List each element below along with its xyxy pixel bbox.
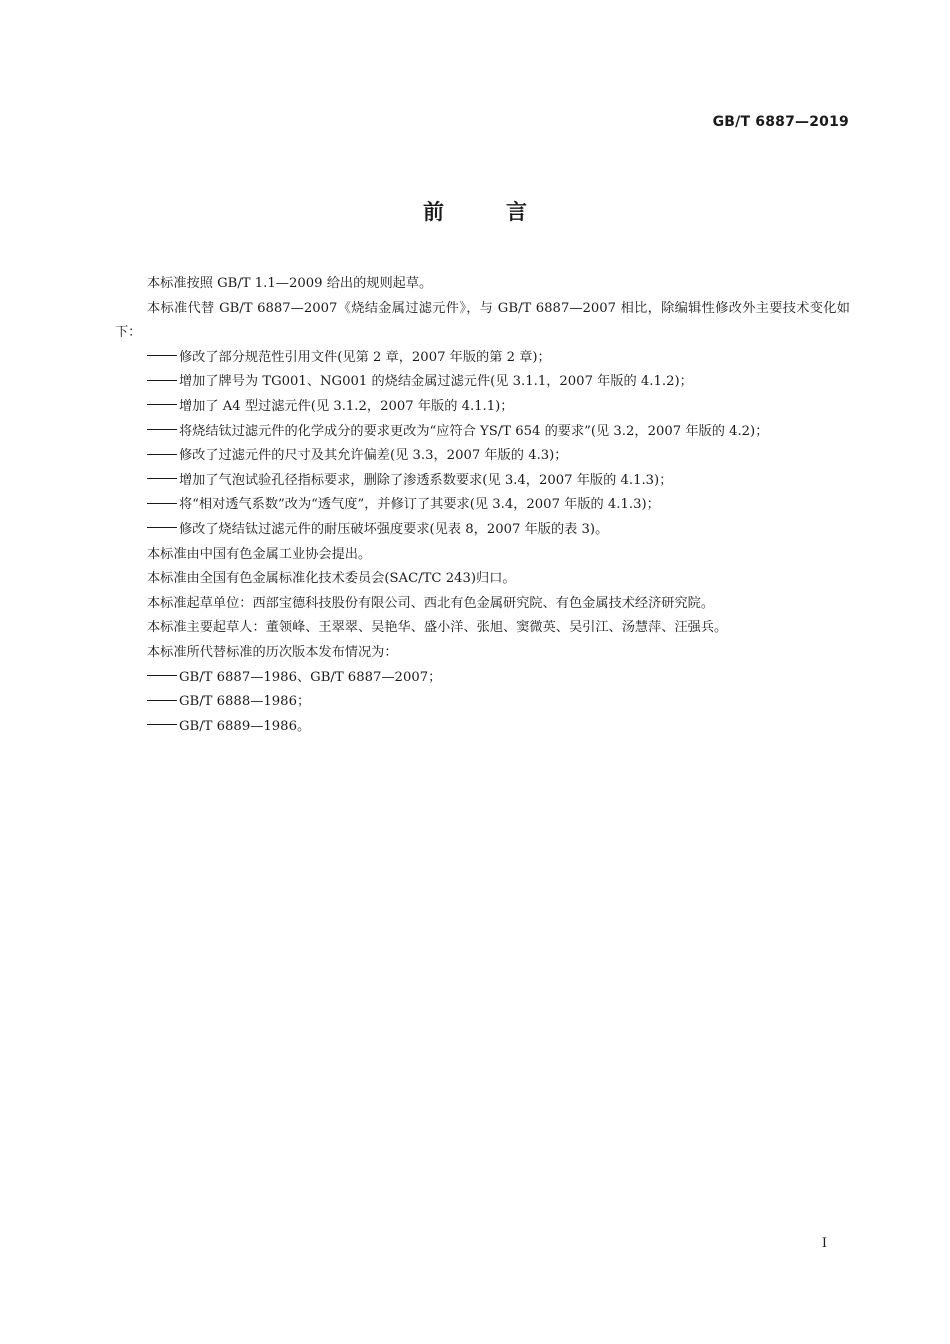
title-char-2: 言 [506, 200, 527, 224]
document-body [115, 272, 850, 739]
list-item-text: 增加了气泡试验孔径指标要求，删除了渗透系数要求(见 3.4，2007 年版的 4.1.3)； [179, 472, 673, 488]
dash-marker [147, 666, 179, 691]
paragraph-drafting-units: 本标准起草单位：西部宝德科技股份有限公司、西北有色金属研究院、有色金属技术经济研究院。 [147, 595, 715, 611]
list-item [115, 690, 850, 715]
list-item-text: 将“相对透气系数”改为“透气度”，并修订了其要求(见 3.4，2007 年版的 4.1.3)； [179, 497, 660, 513]
standard-code: GB/T 6887—2019 [712, 114, 849, 130]
paragraph-committee: 本标准由全国有色金属标准化技术委员会(SAC/TC 243)归口。 [147, 571, 516, 587]
list-item-text: 修改了过滤元件的尺寸及其允许偏差(见 3.3，2007 年版的 4.3)； [179, 448, 568, 464]
dash-marker [147, 444, 179, 469]
dash-marker [147, 420, 179, 445]
dash-marker [147, 370, 179, 395]
paragraph-drafting-rules: 本标准按照 GB/T 1.1—2009 给出的规则起草。 [147, 276, 433, 291]
dash-marker [147, 395, 179, 420]
dash-marker [147, 493, 179, 518]
dash-marker [147, 346, 179, 371]
list-item-text: 增加了牌号为 TG001、NG001 的烧结金属过滤元件(见 3.1.1，2007 年版的 4.1.2)； [179, 374, 693, 390]
list-item-text: 增加了 A4 型过滤元件(见 3.1.2，2007 年版的 4.1.1)； [179, 398, 514, 414]
dash-marker [147, 518, 179, 543]
list-item-text: GB/T 6888—1986； [179, 694, 311, 710]
list-item-text: 将烧结钛过滤元件的化学成分的要求更改为“应符合 YS/T 654 的要求”(见 3.2，2007 年版的 4.2)； [179, 423, 769, 439]
list-item [115, 469, 850, 494]
paragraph-history-intro: 本标准所代替标准的历次版本发布情况为： [147, 644, 398, 660]
list-item-text: 修改了烧结钛过滤元件的耐压破坏强度要求(见表 8，2007 年版的表 3)。 [179, 521, 609, 537]
list-item-text: 修改了部分规范性引用文件(见第 2 章，2007 年版的第 2 章)； [179, 349, 551, 365]
list-item-text: GB/T 6889—1986。 [179, 718, 311, 734]
paragraph-replacement: 本标准代替 GB/T 6887—2007《烧结金属过滤元件》，与 GB/T 6887—2007 相比，除编辑性修改外主要技术变化如下： [115, 300, 850, 341]
paragraph-proposer: 本标准由中国有色金属工业协会提出。 [147, 546, 372, 562]
list-item [115, 420, 850, 445]
dash-marker [147, 715, 179, 740]
dash-marker [147, 469, 179, 494]
list-item [115, 444, 850, 469]
paragraph-drafters: 本标准主要起草人：董领峰、王翠翠、吴艳华、盛小洋、张旭、窦微英、吴引江、汤慧萍、汪强兵。 [147, 620, 728, 636]
page-title [0, 196, 950, 226]
list-item [115, 493, 850, 518]
page-number: I [821, 1236, 827, 1251]
list-item [115, 518, 850, 543]
list-item-text: GB/T 6887—1986、GB/T 6887—2007； [179, 669, 442, 685]
title-char-1: 前 [423, 200, 444, 224]
dash-marker [147, 690, 179, 715]
list-item [115, 715, 850, 740]
list-item [115, 666, 850, 691]
list-item [115, 370, 850, 395]
list-item [115, 346, 850, 371]
list-item [115, 395, 850, 420]
